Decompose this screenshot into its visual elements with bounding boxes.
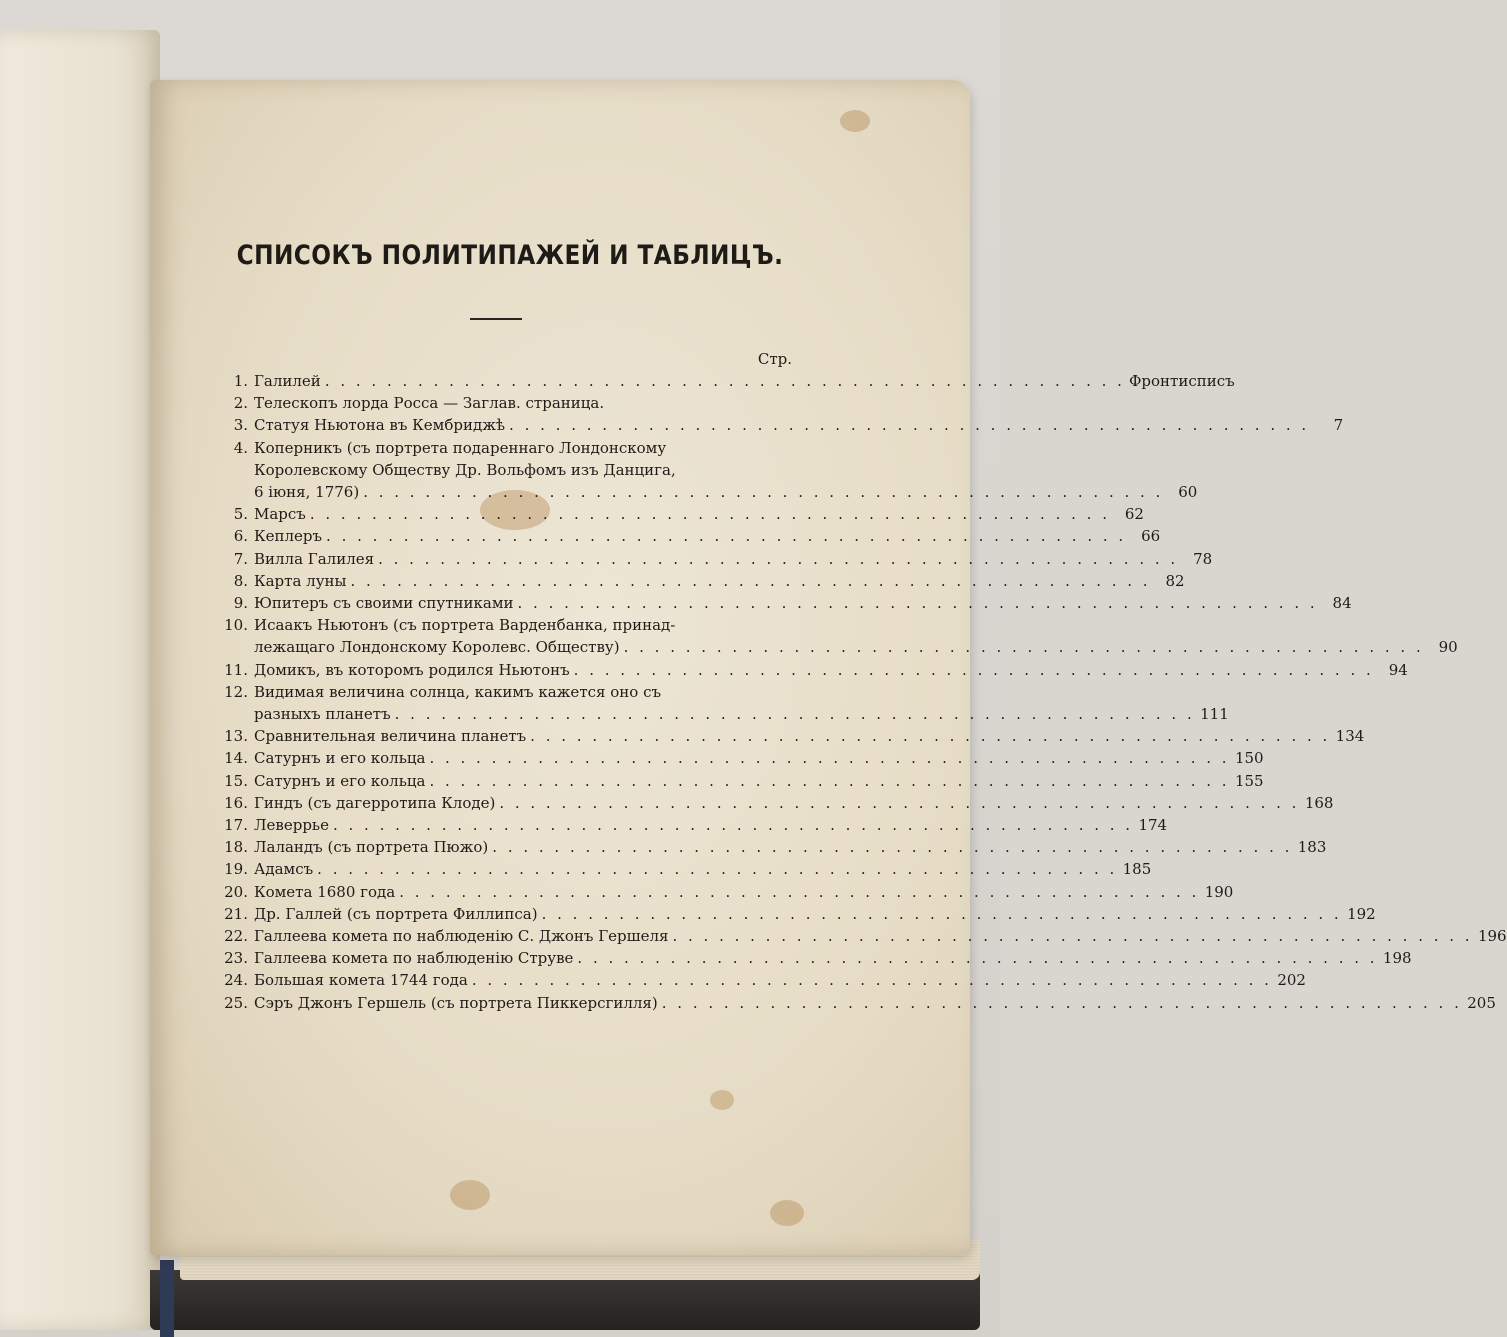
entry-text: Домикъ, въ которомъ родился Ньютонъ bbox=[254, 660, 570, 679]
list-item bbox=[200, 614, 1458, 658]
dot-leader bbox=[542, 903, 1342, 925]
dot-leader bbox=[363, 481, 1163, 503]
entry-body bbox=[254, 969, 1306, 991]
entry-number: 2. bbox=[233, 394, 248, 413]
entry-page: 84 bbox=[1332, 594, 1352, 613]
entry-line bbox=[254, 770, 1264, 792]
entry-line bbox=[254, 592, 1352, 614]
list-item bbox=[200, 969, 1306, 991]
list-item bbox=[200, 814, 1168, 836]
entry-number: 17. bbox=[224, 816, 248, 835]
entry-text: лежащаго Лондонскому Королевс. Обществу) bbox=[254, 638, 620, 657]
entry-body bbox=[254, 947, 1412, 969]
dot-leader bbox=[350, 570, 1150, 592]
dot-leader bbox=[492, 836, 1292, 858]
entry-page: 62 bbox=[1124, 505, 1144, 524]
entry-body bbox=[254, 503, 1144, 525]
entry-list bbox=[200, 370, 1507, 1014]
entry-body bbox=[254, 392, 800, 414]
list-item bbox=[200, 392, 800, 414]
entry-page: 198 bbox=[1382, 949, 1412, 968]
list-item bbox=[200, 770, 1264, 792]
entry-number: 21. bbox=[224, 904, 248, 923]
entry-body bbox=[254, 925, 1507, 947]
entry-text: Кеплеръ bbox=[254, 527, 323, 546]
entry-line bbox=[254, 747, 1264, 769]
entry-line bbox=[254, 836, 1326, 858]
entry-text: Др. Галлей (съ портрета Филлипса) bbox=[254, 904, 538, 923]
entry-text: Марсъ bbox=[254, 505, 306, 524]
entry-text: Статуя Ньютона въ Кембриджѣ bbox=[254, 416, 506, 435]
entry-page: 205 bbox=[1467, 993, 1496, 1012]
dot-leader bbox=[624, 636, 1424, 658]
list-item bbox=[200, 858, 1152, 880]
list-item bbox=[200, 792, 1334, 814]
entry-body bbox=[254, 592, 1352, 614]
entry-body bbox=[254, 814, 1167, 836]
table-of-illustrations bbox=[200, 348, 1507, 1014]
entry-number: 15. bbox=[224, 771, 248, 790]
entry-number: 9. bbox=[233, 594, 248, 613]
list-item bbox=[200, 548, 1213, 570]
entry-line bbox=[254, 725, 1364, 747]
entry-line bbox=[254, 814, 1167, 836]
entry-page: 185 bbox=[1122, 860, 1152, 879]
entry-body bbox=[254, 858, 1151, 880]
dot-leader bbox=[317, 858, 1117, 880]
dot-leader bbox=[518, 592, 1318, 614]
entry-text: Галилей bbox=[254, 372, 321, 390]
entry-line bbox=[254, 503, 1144, 525]
entry-number: 11. bbox=[224, 660, 248, 679]
entry-number: 14. bbox=[224, 749, 248, 768]
entry-number: 20. bbox=[224, 882, 248, 901]
dot-leader bbox=[326, 525, 1126, 547]
entry-page: 168 bbox=[1304, 793, 1334, 812]
entry-text: Вилла Галилея bbox=[254, 549, 375, 568]
entry-body bbox=[254, 792, 1333, 814]
dot-leader bbox=[574, 659, 1374, 681]
entry-text: Юпитеръ съ своими спутниками bbox=[254, 594, 514, 613]
entry-body bbox=[254, 903, 1376, 925]
dot-leader bbox=[499, 792, 1299, 814]
entry-line bbox=[254, 370, 1235, 392]
dot-leader bbox=[399, 881, 1199, 903]
entry-page: 174 bbox=[1138, 816, 1168, 835]
entry-line bbox=[254, 947, 1412, 969]
entry-page: 134 bbox=[1335, 727, 1365, 746]
list-item bbox=[200, 836, 1327, 858]
entry-line bbox=[254, 703, 1229, 725]
entry-text: Карта луны bbox=[254, 571, 347, 590]
entry-page: 90 bbox=[1438, 638, 1458, 657]
entry-page: 78 bbox=[1193, 549, 1213, 568]
entry-number: 16. bbox=[224, 793, 248, 812]
entry-page: 111 bbox=[1200, 705, 1229, 724]
dot-leader bbox=[472, 969, 1272, 991]
entry-text: Лаландъ (съ портрета Пюжо) bbox=[254, 838, 489, 857]
entry-number: 12. bbox=[224, 682, 248, 701]
entry-text: Сравнительная величина планетъ bbox=[254, 727, 527, 746]
entry-page: 66 bbox=[1141, 527, 1161, 546]
entry-number: 18. bbox=[224, 838, 248, 857]
list-item bbox=[200, 437, 1198, 504]
entry-page: Фронтисписъ bbox=[1128, 372, 1235, 390]
list-item bbox=[200, 725, 1365, 747]
entry-text: Галлеева комета по наблюденію Струве bbox=[254, 949, 574, 968]
entry-number: 19. bbox=[224, 860, 248, 879]
entry-page: 7 bbox=[1333, 416, 1344, 435]
page-column-header: Стр. bbox=[757, 350, 792, 368]
entry-text: Коперникъ (съ портрета подареннаго Лондонскому bbox=[254, 438, 667, 457]
entry-text: Королевскому Обществу Др. Вольфомъ изъ Данцига, bbox=[254, 460, 676, 479]
list-item bbox=[200, 681, 1229, 725]
entry-page: 202 bbox=[1277, 971, 1306, 990]
entry-number: 13. bbox=[224, 727, 248, 746]
dot-leader bbox=[577, 947, 1377, 969]
dot-leader bbox=[310, 503, 1110, 525]
entry-page: 196 bbox=[1477, 927, 1507, 946]
entry-line bbox=[254, 437, 1197, 459]
entry-text: Комета 1680 года bbox=[254, 882, 396, 901]
entry-text: Сатурнъ и его кольца bbox=[254, 771, 426, 790]
entry-text: 6 іюня, 1776) bbox=[254, 483, 360, 502]
entry-text: Большая комета 1744 года bbox=[254, 971, 468, 990]
dot-leader bbox=[429, 770, 1229, 792]
entry-line bbox=[254, 903, 1376, 925]
foxing-spot bbox=[450, 1180, 490, 1210]
entry-text: Сатурнъ и его кольца bbox=[254, 749, 426, 768]
entry-number: 3. bbox=[233, 416, 248, 435]
entry-body bbox=[254, 747, 1264, 769]
entry-line bbox=[254, 969, 1306, 991]
entry-line bbox=[254, 636, 1458, 658]
list-item bbox=[200, 414, 1344, 436]
entry-line bbox=[254, 481, 1197, 503]
title-rule bbox=[470, 318, 522, 320]
entry-body bbox=[254, 414, 1343, 436]
entry-line bbox=[254, 792, 1333, 814]
entry-body bbox=[254, 681, 1229, 725]
list-item bbox=[200, 525, 1161, 547]
entry-page: 155 bbox=[1234, 771, 1264, 790]
entry-text: Леверрье bbox=[254, 816, 329, 835]
dot-leader bbox=[395, 703, 1195, 725]
dot-leader bbox=[429, 747, 1229, 769]
entry-text: Телескопъ лорда Росса — Заглав. страница. bbox=[254, 394, 605, 413]
entry-text: Сэръ Джонъ Гершель (съ портрета Пиккерсгилля) bbox=[254, 993, 658, 1012]
list-item bbox=[200, 370, 1235, 392]
entry-number: 25. bbox=[224, 993, 248, 1012]
entry-line bbox=[254, 925, 1507, 947]
entry-text: разныхъ планетъ bbox=[254, 705, 391, 724]
dot-leader bbox=[530, 725, 1330, 747]
dot-leader bbox=[509, 414, 1309, 436]
entry-number: 10. bbox=[224, 616, 248, 635]
list-item bbox=[200, 592, 1352, 614]
entry-body bbox=[254, 614, 1458, 658]
entry-body bbox=[254, 570, 1185, 592]
entry-number: 5. bbox=[233, 505, 248, 524]
entry-page: 192 bbox=[1347, 904, 1376, 923]
entry-line bbox=[254, 459, 1197, 481]
entry-body bbox=[254, 770, 1264, 792]
list-item bbox=[200, 659, 1408, 681]
entry-line bbox=[254, 992, 1496, 1014]
entry-page: 183 bbox=[1297, 838, 1327, 857]
entry-number: 22. bbox=[224, 927, 248, 946]
list-item bbox=[200, 747, 1264, 769]
entry-text: Исаакъ Ньютонъ (съ портрета Варденбанка, принад- bbox=[254, 616, 676, 635]
entry-body bbox=[254, 548, 1212, 570]
list-item bbox=[200, 570, 1185, 592]
entry-body bbox=[254, 836, 1326, 858]
list-item bbox=[200, 903, 1376, 925]
entry-number: 6. bbox=[233, 527, 248, 546]
entry-line bbox=[254, 570, 1185, 592]
entry-body bbox=[254, 370, 1235, 392]
entry-body bbox=[254, 659, 1408, 681]
dot-leader bbox=[325, 370, 1125, 392]
entry-text: Гиндъ (съ дагерротипа Клоде) bbox=[254, 793, 496, 812]
list-item bbox=[200, 881, 1234, 903]
dot-leader bbox=[378, 548, 1178, 570]
dot-leader bbox=[662, 992, 1462, 1014]
entry-line bbox=[254, 659, 1408, 681]
entry-page: 82 bbox=[1165, 571, 1185, 590]
entry-line bbox=[254, 392, 800, 414]
entry-text: Галлеева комета по наблюденію С. Джонъ Гершеля bbox=[254, 927, 669, 946]
entry-line bbox=[254, 414, 1343, 436]
entry-line bbox=[254, 681, 1229, 703]
entry-number: 23. bbox=[224, 949, 248, 968]
left-page bbox=[0, 30, 160, 1330]
entry-body bbox=[254, 725, 1364, 747]
entry-line bbox=[254, 881, 1233, 903]
entry-page: 60 bbox=[1178, 483, 1198, 502]
dot-leader bbox=[333, 814, 1133, 836]
entry-line bbox=[254, 548, 1212, 570]
dot-leader bbox=[672, 925, 1472, 947]
entry-page: 190 bbox=[1204, 882, 1234, 901]
bookmark-ribbon bbox=[160, 1260, 174, 1337]
list-item bbox=[200, 925, 1507, 947]
entry-body bbox=[254, 437, 1197, 504]
list-item bbox=[200, 947, 1412, 969]
entry-page: 150 bbox=[1234, 749, 1264, 768]
entry-body bbox=[254, 992, 1496, 1014]
entry-body bbox=[254, 525, 1160, 547]
entry-number: 1. bbox=[233, 372, 248, 390]
entry-text: Видимая величина солнца, какимъ кажется оно съ bbox=[254, 682, 662, 701]
entry-text: Адамсъ bbox=[254, 860, 314, 879]
foxing-spot bbox=[770, 1200, 804, 1226]
entry-page: 94 bbox=[1388, 660, 1408, 679]
entry-line bbox=[254, 525, 1160, 547]
entry-number: 4. bbox=[233, 438, 248, 457]
entry-line bbox=[254, 858, 1151, 880]
entry-number: 7. bbox=[233, 549, 248, 568]
entry-line bbox=[254, 614, 1458, 636]
page-title: СПИСОКЪ ПОЛИТИПАЖЕЙ И ТАБЛИЦЪ. bbox=[236, 240, 784, 271]
entry-number: 24. bbox=[224, 971, 248, 990]
foxing-spot bbox=[710, 1090, 734, 1110]
list-item bbox=[200, 992, 1496, 1014]
foxing-spot bbox=[840, 110, 870, 132]
list-item bbox=[200, 503, 1144, 525]
entry-body bbox=[254, 881, 1233, 903]
entry-number: 8. bbox=[233, 571, 248, 590]
